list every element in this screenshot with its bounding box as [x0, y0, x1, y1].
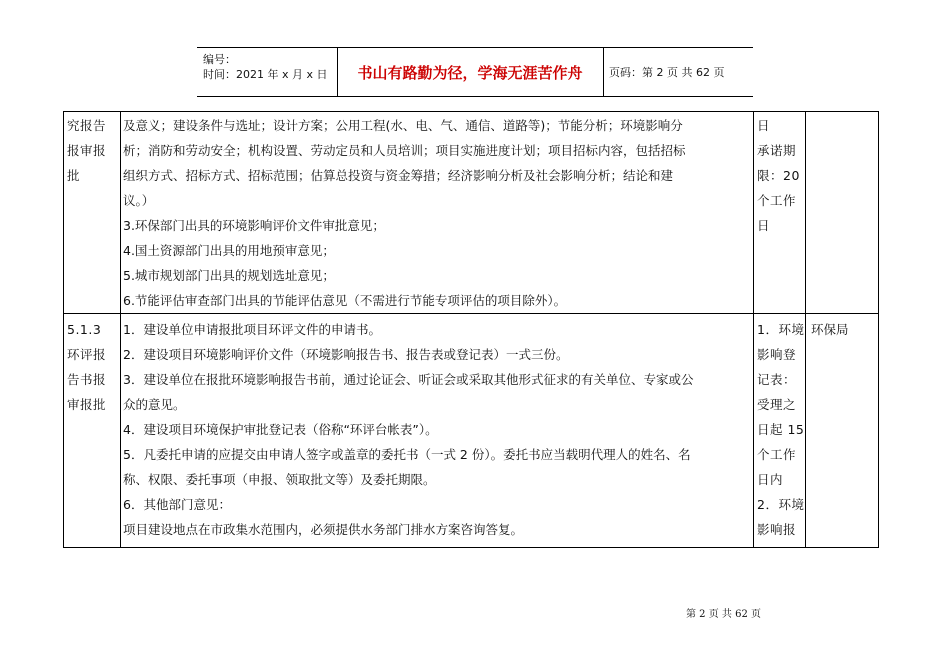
- table-row-1-deadline: [757, 113, 799, 238]
- cell-line: 项目建设地点在市政集水范围内，必须提供水务部门排水方案咨询答复。: [123, 522, 524, 537]
- cell-line: 2．环境: [757, 497, 805, 512]
- cell-line: 日: [757, 218, 771, 233]
- cell-line: 记表：: [757, 372, 797, 387]
- cell-line: 3．建设单位在报批环境影响报告书前，通过论证会、听证会或采取其他形式征求的有关单位、专家或公: [123, 372, 694, 387]
- cell-line: 承诺期: [757, 143, 797, 158]
- cell-line: 究报告: [67, 118, 107, 133]
- header-motto: 书山有路勤为径，学海无涯苦作舟: [357, 63, 583, 82]
- header-meta: [203, 52, 328, 82]
- cell-line: 审报批: [67, 397, 107, 412]
- cell-line: 日: [757, 118, 771, 133]
- page-number: 第 2 页 共 62 页: [686, 609, 761, 620]
- table-row-2-department: [811, 317, 871, 342]
- cell-line: 批: [67, 168, 81, 183]
- header-page-info: 页码：第 2 页 共 62 页: [609, 66, 725, 79]
- cell-line: 环保局: [811, 322, 849, 337]
- table-border: [63, 111, 879, 112]
- cell-line: 受理之: [757, 397, 797, 412]
- table-row-2-deadline: [757, 317, 805, 542]
- cell-line: 称、权限、委托事项（申报、领取批文等）及委托期限。: [123, 472, 436, 487]
- table-border: [878, 111, 879, 548]
- table-row-2-item: [67, 317, 119, 417]
- cell-line: 环评报: [67, 347, 107, 362]
- cell-line: 1．建设单位申请报批项目环评文件的申请书。: [123, 322, 381, 337]
- requirements-table: [63, 111, 879, 548]
- document-date: 时间：2021 年 x 月 x 日: [203, 68, 328, 81]
- cell-line: 众的意见。: [123, 397, 186, 412]
- cell-line: 影响登: [757, 347, 797, 362]
- cell-line: 6．其他部门意见：: [123, 497, 231, 512]
- table-border: [63, 547, 879, 548]
- cell-line: 报审报: [67, 143, 107, 158]
- cell-line: 组织方式、招标方式、招标范围；估算总投资与资金筹措；经济影响分析及社会影响分析；结论和建: [123, 168, 674, 183]
- cell-line: 个工作: [757, 447, 797, 462]
- cell-line: 5.城市规划部门出具的规划选址意见；: [123, 268, 335, 283]
- table-row-1-item: [67, 113, 119, 188]
- cell-line: 日内: [757, 472, 784, 487]
- column-divider: [805, 111, 806, 548]
- cell-line: 及意义；建设条件与选址；设计方案；公用工程(水、电、气、通信、道路等)；节能分析；环境影响分: [123, 118, 683, 133]
- cell-line: 影响报: [757, 522, 797, 537]
- cell-line: 2．建设项目环境影响评价文件（环境影响报告书、报告表或登记表）一式三份。: [123, 347, 569, 362]
- cell-line: 5.1.3: [67, 322, 102, 337]
- cell-line: 4．建设项目环境保护审批登记表（俗称“环评台帐表”）。: [123, 422, 438, 437]
- column-divider: [753, 111, 754, 548]
- document-number-label: 编号：: [203, 53, 236, 66]
- page-header: [197, 47, 753, 97]
- row-divider: [63, 313, 879, 314]
- column-divider: [120, 111, 121, 548]
- cell-line: 5．凡委托申请的应提交由申请人签字或盖章的委托书（一式 2 份）。委托书应当载明代理人的姓名、名: [123, 447, 691, 462]
- cell-line: 析；消防和劳动安全；机构设置、劳动定员和人员培训；项目实施进度计划；项目招标内容，包括招标: [123, 143, 686, 158]
- table-row-2-materials: [123, 317, 751, 542]
- header-divider: [337, 48, 338, 96]
- table-border: [63, 111, 64, 548]
- cell-line: 6.节能评估审查部门出具的节能评估意见（不需进行节能专项评估的项目除外）。: [123, 293, 567, 308]
- cell-line: 日起 15: [757, 422, 805, 437]
- cell-line: 告书报: [67, 372, 107, 387]
- table-row-1-materials: [123, 113, 751, 313]
- cell-line: 3.环保部门出具的环境影响评价文件审批意见；: [123, 218, 385, 233]
- cell-line: 限：20: [757, 168, 800, 183]
- cell-line: 4.国土资源部门出具的用地预审意见；: [123, 243, 335, 258]
- cell-line: 个工作: [757, 193, 797, 208]
- cell-line: 1．环境: [757, 322, 805, 337]
- header-divider: [603, 48, 604, 96]
- cell-line: 议。）: [123, 193, 155, 208]
